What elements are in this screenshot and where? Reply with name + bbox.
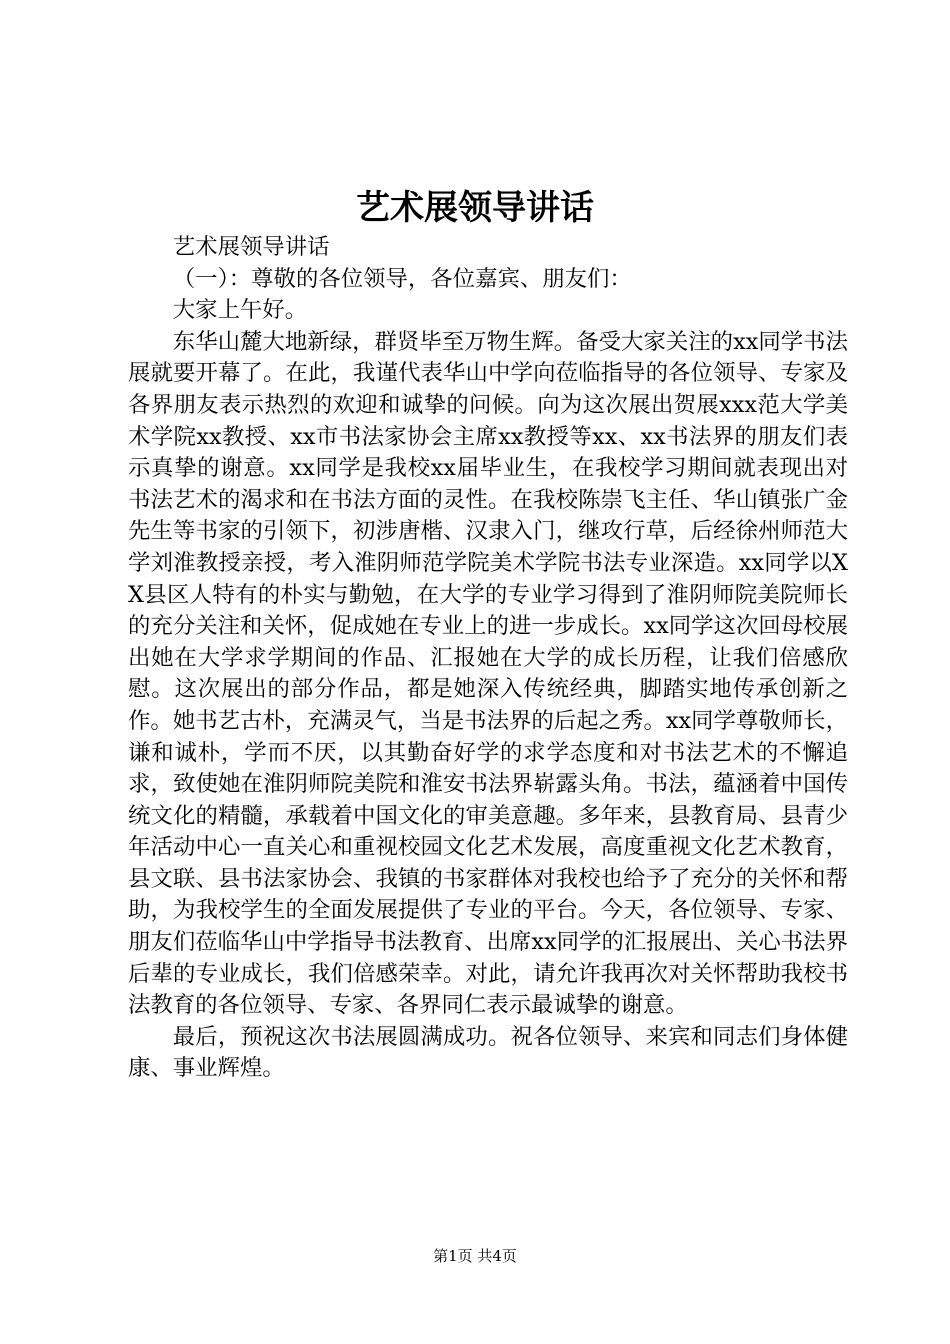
document-title: 艺术展领导讲话 bbox=[356, 188, 594, 228]
document-body bbox=[128, 232, 848, 1085]
paragraph-salutation: （一）：尊敬的各位领导，各位嘉宾、朋友们： bbox=[172, 265, 632, 292]
page-number: 第1页 共4页 bbox=[433, 1247, 517, 1265]
paragraph-greeting: 大家上午好。 bbox=[172, 297, 308, 324]
paragraph-closing: 最后，预祝这次书法展圆满成功。祝各位领导、来宾和同志们身体健康、事业辉煌。 bbox=[128, 1023, 848, 1082]
paragraph-main: 东华山麓大地新绿，群贤毕至万物生辉。备受大家关注的xx同学书法展就要开幕了。在此，我谨代表华山中学向莅临指导的各位领导、专家及各界朋友表示热烈的欢迎和诚挚的问候。向为这次展出贺展xxx范大学美术学院xx教授、xx市书法家协会主席xx教授等xx、xx书法界的朋友们表示真挚的谢意。xx同学是我校xx届毕业生，在我校学习期间就表现出对书法艺术的渴求和在书法方面的灵性。在我校陈崇飞主任、华山镇张广金先生等书家的引领下，初涉唐楷、汉隶入门，继攻行草，后经徐州师范大学刘淮教授亲授，考入淮阴师范学院美术学院书法专业深造。xx同学以XX县区人特有的朴实与勤勉，在大学的专业学习得到了淮阴师院美院师长的充分关注和关怀，促成她在专业上的进一步成长。xx同学这次回母校展出她在大学求学期间的作品、汇报她在大学的成长历程，让我们倍感欣慰。这次展出的部分作品，都是她深入传统经典，脚踏实地传承创新之作。她书艺古朴，充满灵气，当是书法界的后起之秀。xx同学尊敬师长，谦和诚朴，学而不厌，以其勤奋好学的求学态度和对书法艺术的不懈追求，致使她在淮阴师院美院和淮安书法界崭露头角。书法，蕴涵着中国传统文化的精髓，承载着中国文化的审美意趣。多年来，县教育局、县青少年活动中心一直关心和重视校园文化艺术发展，高度重视文化艺术教育，县文联、县书法家协会、我镇的书家群体对我校也给予了充分的关怀和帮助，为我校学生的全面发展提供了专业的平台。今天，各位领导、专家、朋友们莅临华山中学指导书法教育、出席xx同学的汇报展出、关心书法界后辈的专业成长，我们倍感荣幸。对此，请允许我再次对关怀帮助我校书法教育的各位领导、专家、各界同仁表示最诚挚的谢意。 bbox=[128, 328, 848, 1019]
paragraph-heading: 艺术展领导讲话 bbox=[172, 234, 330, 260]
